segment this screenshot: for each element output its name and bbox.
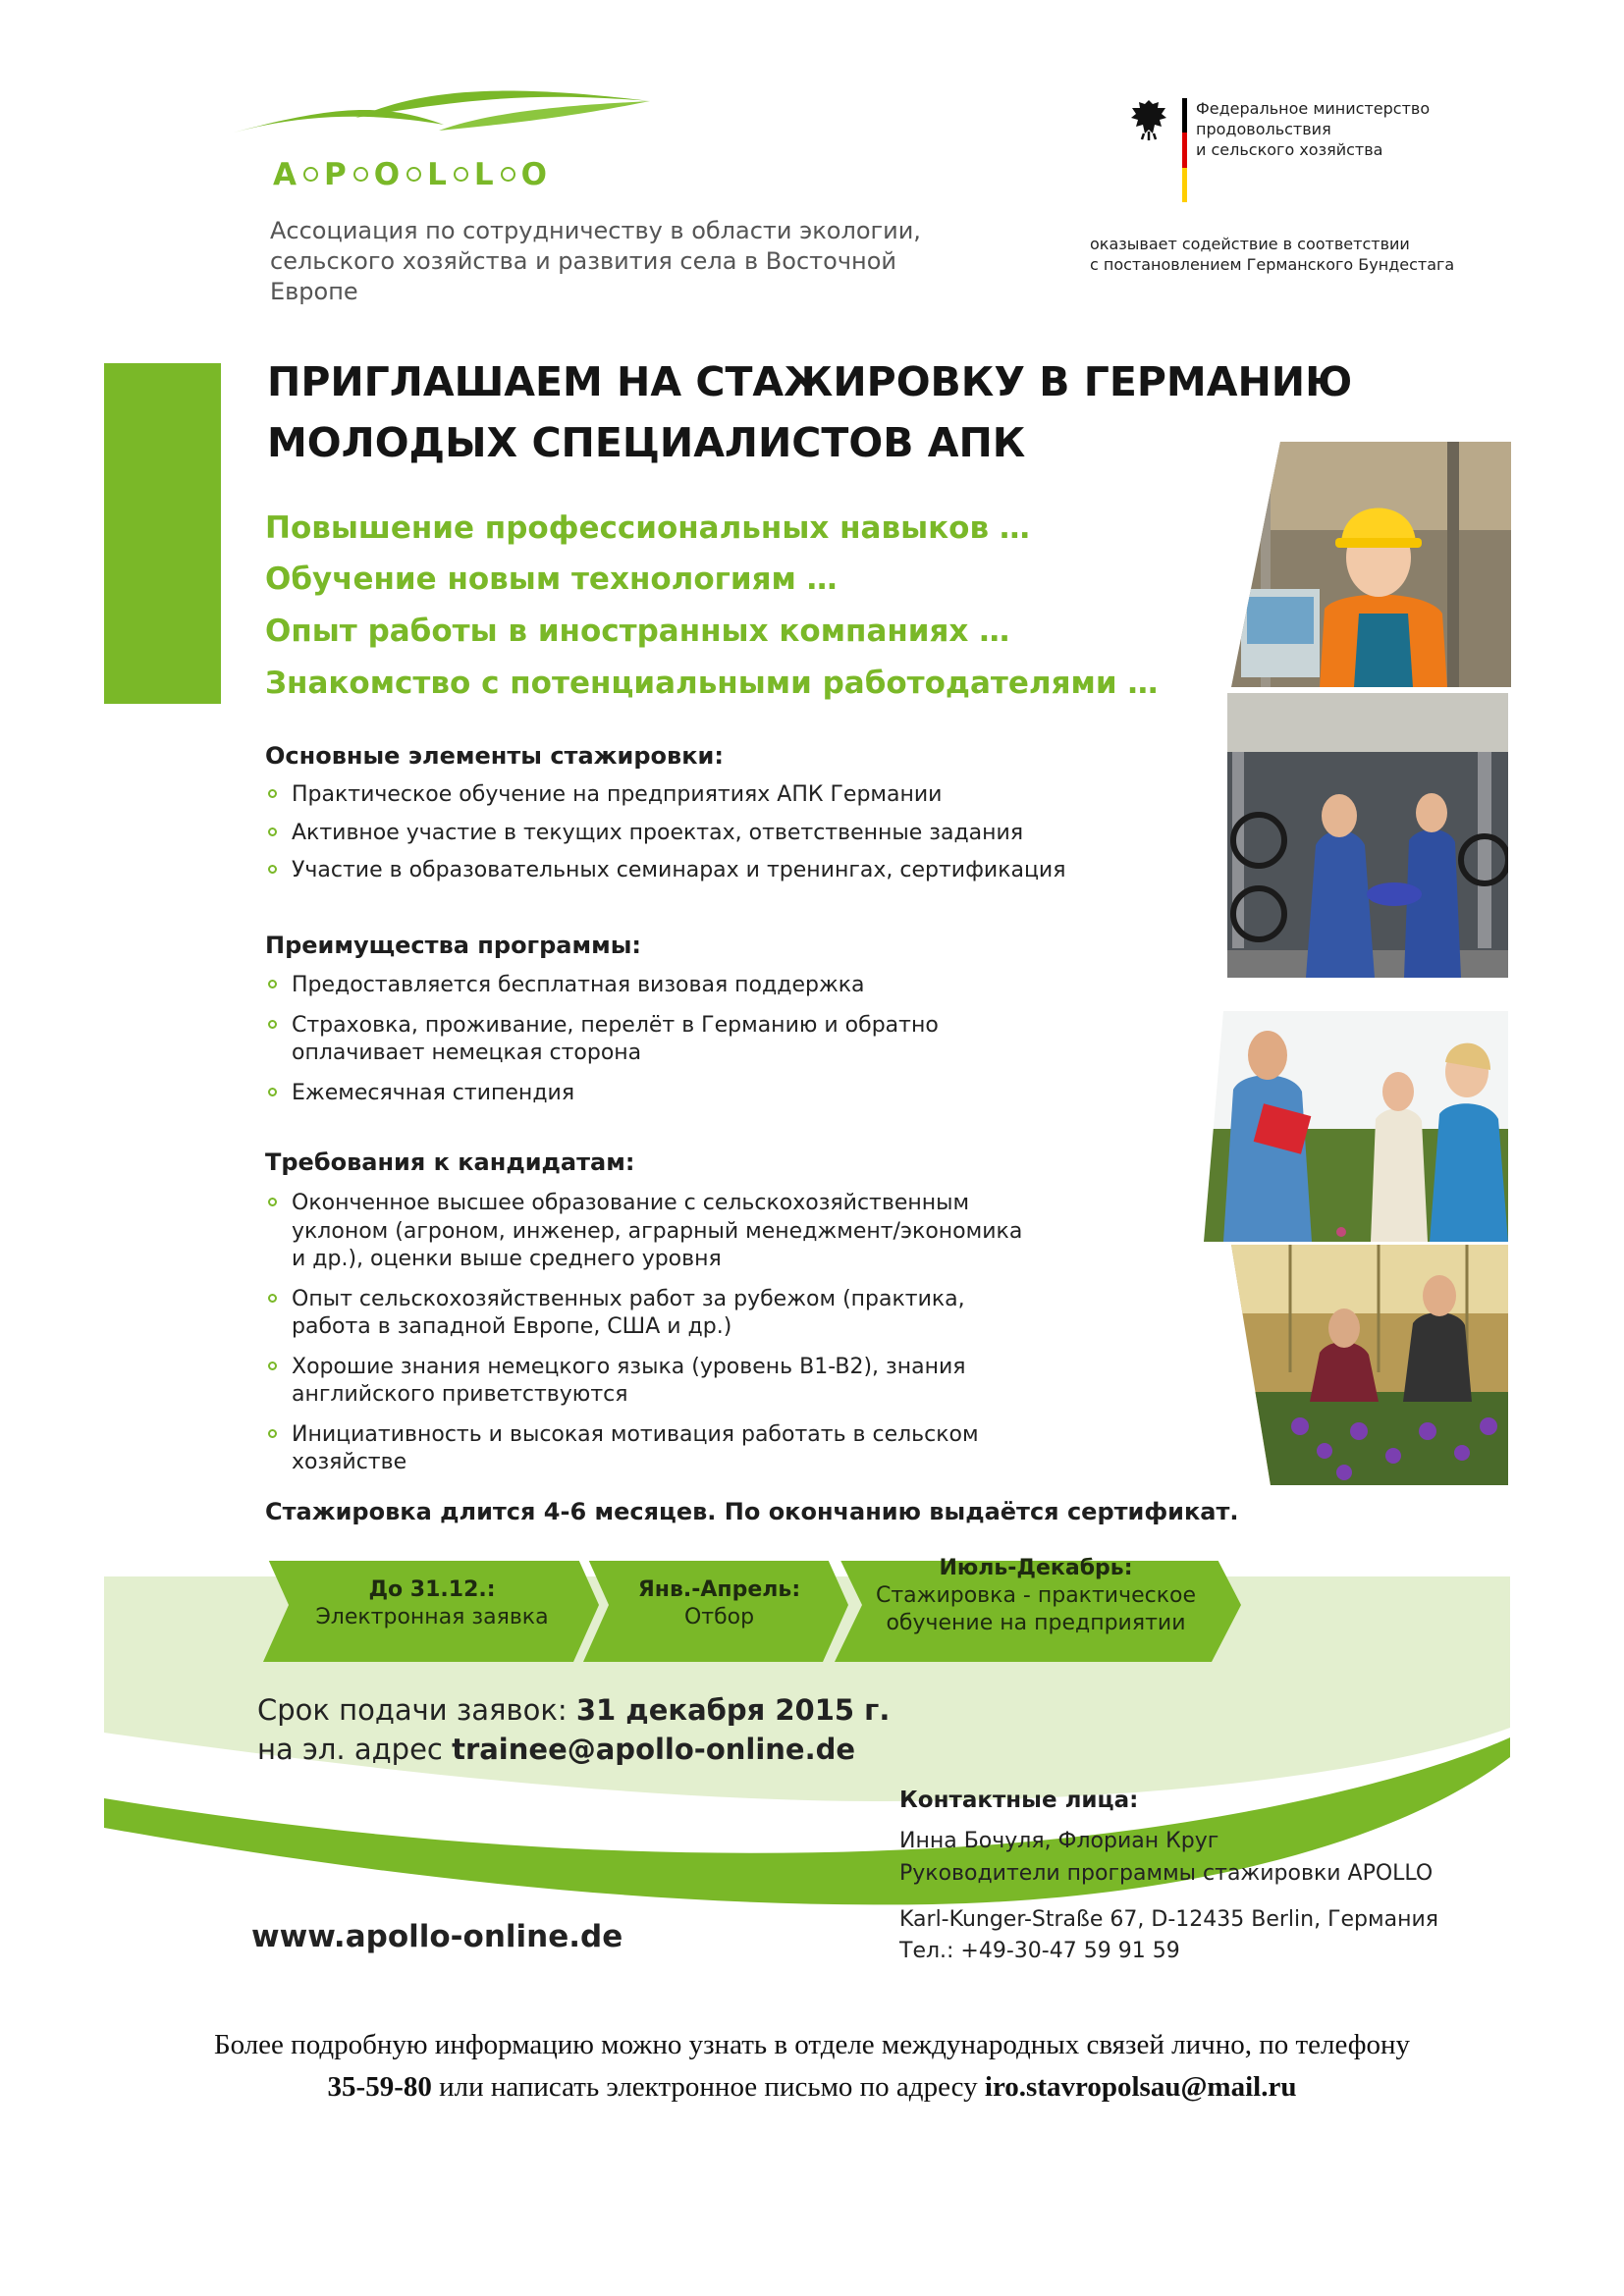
contact-names: Инна Бочуля, Флориан Круг xyxy=(899,1829,1219,1853)
page-title: ПРИГЛАШАЕМ НА СТАЖИРОВКУ В ГЕРМАНИЮ МОЛОДЫХ СПЕЦИАЛИСТОВ АПК xyxy=(267,358,1353,466)
logo-letter: L xyxy=(473,157,495,192)
list-item: Активное участие в текущих проектах, ответственные задания xyxy=(265,820,1080,848)
logo-dot-icon xyxy=(303,167,318,182)
tagline: Опыт работы в иностранных компаниях … xyxy=(265,614,1010,649)
timeline-step-internship: Июль-Декабрь: Стажировка - практическое обучение на предприятии xyxy=(875,1556,1196,1635)
contacts-heading: Контактные лица: xyxy=(899,1788,1139,1813)
timeline-step-application: До 31.12.: Электронная заявка xyxy=(315,1577,549,1629)
list-item: Ежемесячная стипендия xyxy=(265,1080,1011,1108)
tagline: Обучение новым технологиям … xyxy=(265,561,838,597)
section-heading-benefits: Преимущества программы: xyxy=(265,932,642,959)
german-flag-icon xyxy=(1182,98,1187,202)
list-item: Практическое обучение на предприятиях АПК Германии xyxy=(265,781,1080,810)
bullet-icon xyxy=(268,1088,277,1096)
bullet-icon xyxy=(268,1294,277,1303)
contact-phone: Тел.: +49-30-47 59 91 59 xyxy=(899,1939,1180,1963)
logo-dot-icon xyxy=(454,167,468,182)
footer-info: Более подробную информацию можно узнать в отделе международных связей лично, по телефону 35-59-80 или написать электронное письмо по адресу iro.stavropolsau@mail.ru xyxy=(213,2029,1411,2103)
application-email-link[interactable]: trainee@apollo-online.de xyxy=(452,1733,856,1766)
logo-dot-icon xyxy=(406,167,421,182)
bullet-icon xyxy=(268,1020,277,1029)
footer-email-link[interactable]: iro.stavropolsau@mail.ru xyxy=(984,2071,1297,2103)
contact-role: Руководители программы стажировки APOLLO xyxy=(899,1861,1434,1886)
footer-phone: 35-59-80 xyxy=(327,2071,432,2103)
list-item: Хорошие знания немецкого языка (уровень B1-B2), знания английского приветствуются xyxy=(265,1354,1041,1410)
bullet-icon xyxy=(268,980,277,988)
accent-bar xyxy=(104,363,221,704)
list-elements xyxy=(265,781,1080,885)
photo-milking-parlor xyxy=(1227,693,1508,978)
section-heading-elements: Основные элементы стажировки: xyxy=(265,742,724,770)
bullet-icon xyxy=(268,828,277,836)
logo-letter: O xyxy=(520,157,548,192)
timeline-step-selection: Янв.-Апрель: Отбор xyxy=(637,1577,801,1629)
contact-address: Karl-Kunger-Straße 67, D-12435 Berlin, Германия xyxy=(899,1907,1438,1932)
ministry-name: Федеральное министерство продовольствия и сельского хозяйства xyxy=(1196,99,1431,159)
logo-letter: A xyxy=(273,157,298,192)
photo-field-group xyxy=(1204,1011,1508,1242)
federal-eagle-icon xyxy=(1129,96,1168,141)
tagline: Знакомство с потенциальными работодателями … xyxy=(265,666,1159,701)
ministry-note: оказывает содействие в соответствии с постановлением Германского Бундестага xyxy=(1090,235,1455,274)
program-duration: Стажировка длится 4-6 месяцев. По окончанию выдаётся сертификат. xyxy=(265,1498,1239,1525)
list-item: Оконченное высшее образование с сельскохозяйственным уклоном (агроном, инженер, аграрный менеджмент/экономика и др.), оценки выше среднего уровня xyxy=(265,1190,1041,1274)
apollo-logo-icon xyxy=(228,83,660,157)
list-item: Страховка, проживание, перелёт в Германию и обратно оплачивает немецкая сторона xyxy=(265,1012,1011,1068)
website-link[interactable]: www.apollo-online.de xyxy=(251,1919,623,1954)
list-item: Предоставляется бесплатная визовая поддержка xyxy=(265,972,1011,1000)
bullet-icon xyxy=(268,1198,277,1206)
logo-letter: P xyxy=(324,157,348,192)
logo-letter: L xyxy=(427,157,448,192)
list-benefits xyxy=(265,972,1011,1107)
logo-letter: O xyxy=(373,157,402,192)
application-deadline: Срок подачи заявок: 31 декабря 2015 г. на эл. адрес trainee@apollo-online.de xyxy=(257,1693,891,1766)
apollo-wordmark xyxy=(273,157,548,192)
section-heading-requirements: Требования к кандидатам: xyxy=(265,1148,635,1176)
association-name: Ассоциация по сотрудничеству в области экологии, сельского хозяйства и развития села в Восточной Европе xyxy=(270,217,921,305)
logo-dot-icon xyxy=(501,167,515,182)
photo-engineer-woman xyxy=(1231,442,1511,687)
photo-greenhouse xyxy=(1231,1245,1508,1485)
bullet-icon xyxy=(268,789,277,798)
list-item: Опыт сельскохозяйственных работ за рубежом (практика, работа в западной Европе, США и др.) xyxy=(265,1286,1041,1342)
list-item: Инициативность и высокая мотивация работать в сельском хозяйстве xyxy=(265,1421,1041,1477)
tagline: Повышение профессиональных навыков … xyxy=(265,510,1030,546)
list-item: Участие в образовательных семинарах и тренингах, сертификация xyxy=(265,857,1080,885)
bullet-icon xyxy=(268,865,277,874)
list-requirements xyxy=(265,1190,1041,1477)
bullet-icon xyxy=(268,1429,277,1438)
logo-dot-icon xyxy=(353,167,368,182)
bullet-icon xyxy=(268,1362,277,1370)
